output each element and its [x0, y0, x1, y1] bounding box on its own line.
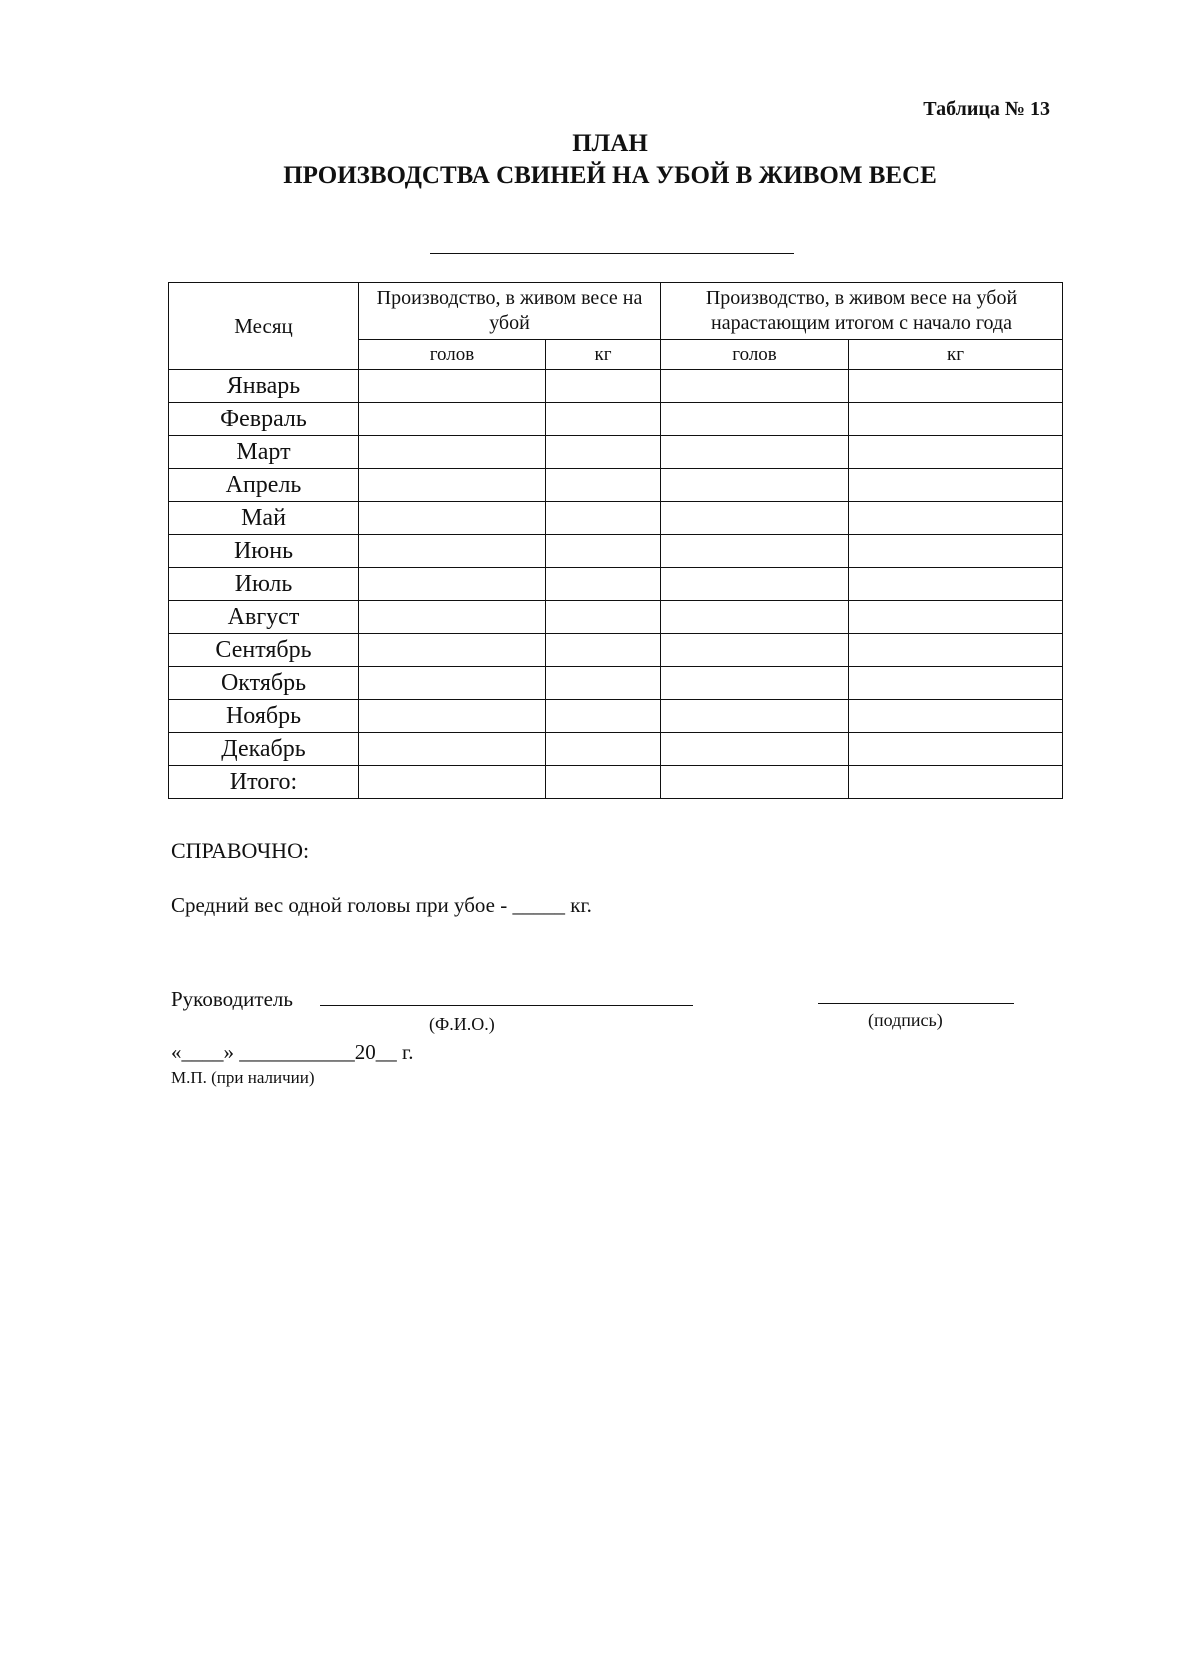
month-cell: Март — [169, 436, 359, 469]
value-cell[interactable] — [661, 766, 849, 799]
value-cell[interactable] — [546, 370, 661, 403]
value-cell[interactable] — [359, 766, 546, 799]
month-cell: Октябрь — [169, 667, 359, 700]
value-cell[interactable] — [849, 436, 1063, 469]
value-cell[interactable] — [546, 766, 661, 799]
table-number: Таблица № 13 — [923, 98, 1050, 120]
value-cell[interactable] — [661, 436, 849, 469]
document-title: ПЛАН — [572, 130, 648, 157]
month-cell: Август — [169, 601, 359, 634]
value-cell[interactable] — [849, 535, 1063, 568]
table-row — [169, 733, 1063, 766]
value-cell[interactable] — [546, 700, 661, 733]
value-cell[interactable] — [661, 535, 849, 568]
value-cell[interactable] — [661, 502, 849, 535]
value-cell[interactable] — [546, 535, 661, 568]
column-group-cumulative: Производство, в живом весе на убой нарастающим итогом с начало года — [661, 283, 1063, 340]
value-cell[interactable] — [849, 568, 1063, 601]
value-cell[interactable] — [359, 502, 546, 535]
value-cell[interactable] — [546, 568, 661, 601]
month-cell: Февраль — [169, 403, 359, 436]
value-cell[interactable] — [359, 568, 546, 601]
table-row — [169, 601, 1063, 634]
table-row — [169, 502, 1063, 535]
value-cell[interactable] — [661, 667, 849, 700]
value-cell[interactable] — [546, 403, 661, 436]
value-cell[interactable] — [546, 601, 661, 634]
value-cell[interactable] — [359, 634, 546, 667]
month-cell: Сентябрь — [169, 634, 359, 667]
signature-caption: (подпись) — [868, 1010, 943, 1030]
table-row — [169, 766, 1063, 799]
average-weight-line: Средний вес одной головы при убое - _____ кг. — [171, 893, 592, 917]
date-line: «____» ___________20__ г. — [171, 1040, 414, 1064]
value-cell[interactable] — [661, 733, 849, 766]
value-cell[interactable] — [359, 601, 546, 634]
value-cell[interactable] — [849, 601, 1063, 634]
table-row — [169, 700, 1063, 733]
value-cell[interactable] — [546, 634, 661, 667]
table-row — [169, 436, 1063, 469]
unit-header: кг — [546, 340, 661, 370]
fio-caption: (Ф.И.О.) — [429, 1014, 495, 1034]
month-cell: Январь — [169, 370, 359, 403]
table-row — [169, 667, 1063, 700]
table-row — [169, 370, 1063, 403]
reference-title: СПРАВОЧНО: — [171, 838, 310, 863]
value-cell[interactable] — [546, 502, 661, 535]
organization-blank-line — [430, 253, 794, 254]
value-cell[interactable] — [546, 733, 661, 766]
table-row — [169, 535, 1063, 568]
table-row — [169, 634, 1063, 667]
value-cell[interactable] — [849, 667, 1063, 700]
month-cell: Апрель — [169, 469, 359, 502]
value-cell[interactable] — [359, 733, 546, 766]
value-cell[interactable] — [359, 535, 546, 568]
manager-label: Руководитель — [171, 987, 293, 1011]
value-cell[interactable] — [661, 568, 849, 601]
value-cell[interactable] — [661, 700, 849, 733]
month-cell: Июль — [169, 568, 359, 601]
value-cell[interactable] — [849, 469, 1063, 502]
value-cell[interactable] — [849, 634, 1063, 667]
stamp-note: М.П. (при наличии) — [171, 1068, 315, 1087]
value-cell[interactable] — [546, 469, 661, 502]
month-cell: Декабрь — [169, 733, 359, 766]
production-plan-table — [168, 282, 1063, 799]
value-cell[interactable] — [359, 403, 546, 436]
table-body — [169, 370, 1063, 799]
value-cell[interactable] — [359, 370, 546, 403]
table-header-row — [169, 283, 1063, 340]
value-cell[interactable] — [661, 634, 849, 667]
column-group-production: Производство, в живом весе на убой — [359, 283, 661, 340]
value-cell[interactable] — [546, 436, 661, 469]
value-cell[interactable] — [546, 667, 661, 700]
column-header-month: Месяц — [169, 283, 359, 370]
month-cell: Ноябрь — [169, 700, 359, 733]
value-cell[interactable] — [661, 403, 849, 436]
unit-header: кг — [849, 340, 1063, 370]
table-row — [169, 568, 1063, 601]
value-cell[interactable] — [849, 502, 1063, 535]
value-cell[interactable] — [849, 733, 1063, 766]
value-cell[interactable] — [661, 469, 849, 502]
manager-name-field[interactable] — [320, 1005, 693, 1006]
value-cell[interactable] — [359, 667, 546, 700]
value-cell[interactable] — [661, 370, 849, 403]
document-subtitle: ПРОИЗВОДСТВА СВИНЕЙ НА УБОЙ В ЖИВОМ ВЕСЕ — [283, 162, 937, 189]
value-cell[interactable] — [849, 766, 1063, 799]
signature-field[interactable] — [818, 1003, 1014, 1004]
value-cell[interactable] — [849, 403, 1063, 436]
value-cell[interactable] — [359, 469, 546, 502]
table-row — [169, 469, 1063, 502]
unit-header: голов — [359, 340, 546, 370]
value-cell[interactable] — [661, 601, 849, 634]
month-cell: Май — [169, 502, 359, 535]
month-cell: Июнь — [169, 535, 359, 568]
value-cell[interactable] — [359, 700, 546, 733]
table-row — [169, 403, 1063, 436]
value-cell[interactable] — [849, 370, 1063, 403]
unit-header: голов — [661, 340, 849, 370]
value-cell[interactable] — [849, 700, 1063, 733]
month-cell: Итого: — [169, 766, 359, 799]
value-cell[interactable] — [359, 436, 546, 469]
